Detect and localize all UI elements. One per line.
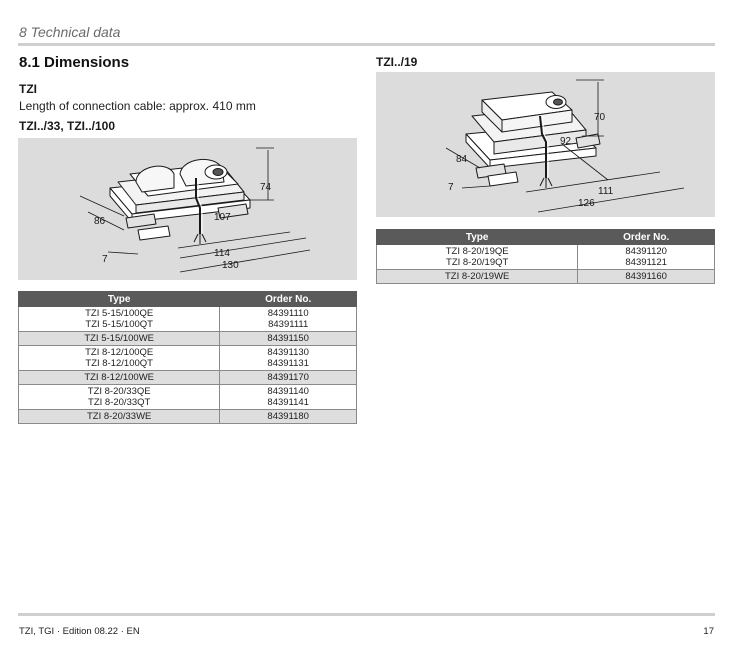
order-no-value: 84391120 (625, 246, 667, 257)
type-value: TZI 8-20/19QT (446, 257, 509, 268)
table-row (19, 346, 357, 371)
order-no-value: 84391111 (268, 319, 309, 330)
dim-114-label: 114 (214, 248, 230, 259)
order-no-cell (220, 332, 357, 346)
dim-107-label: 107 (214, 212, 231, 223)
dim-111-label: 111 (598, 186, 614, 197)
type-value: TZI 8-20/33QE (87, 386, 151, 397)
table-row (19, 385, 357, 410)
type-value: TZI 8-12/100QE (85, 347, 154, 358)
order-no-value: 84391110 (267, 308, 309, 319)
type-value: TZI 8-20/33QT (88, 397, 151, 408)
dim-84-label: 84 (456, 154, 468, 165)
dim-130-label: 130 (222, 260, 239, 271)
table-row (19, 410, 357, 424)
tzi-19-order-table (376, 229, 715, 284)
order-no-value: 84391160 (625, 271, 667, 282)
type-cell (19, 346, 220, 371)
dim-126-label: 126 (578, 198, 595, 209)
dim-92-label: 92 (560, 136, 572, 147)
order-no-cell (578, 245, 715, 270)
order-no-cell (220, 410, 357, 424)
cable-length-note: Length of connection cable: approx. 410 mm (19, 99, 256, 113)
table-row (19, 371, 357, 385)
dim-86-label: 86 (94, 216, 106, 227)
order-no-value: 84391131 (267, 358, 309, 369)
order-no-cell (220, 385, 357, 410)
column-header-type: Type (19, 292, 220, 307)
type-value: TZI 8-20/19QE (445, 246, 509, 257)
dim-7-label: 7 (448, 182, 454, 193)
type-cell (377, 270, 578, 284)
table-row (19, 307, 357, 332)
order-no-value: 84391121 (625, 257, 667, 268)
column-header-order-no: Order No. (220, 292, 357, 307)
type-value: TZI 5-15/100QE (85, 308, 154, 319)
table-row (377, 270, 715, 284)
order-no-cell (578, 270, 715, 284)
order-no-value: 84391180 (267, 411, 309, 422)
chapter-title: 8 Technical data (19, 24, 121, 40)
order-no-value: 84391141 (267, 397, 309, 408)
dim-7-label: 7 (102, 254, 108, 265)
footer-divider (18, 613, 715, 616)
order-no-cell (220, 371, 357, 385)
type-cell (19, 332, 220, 346)
type-value: TZI 8-20/33WE (86, 411, 152, 422)
table-row (377, 245, 715, 270)
type-cell (19, 371, 220, 385)
type-value: TZI 8-20/19WE (444, 271, 510, 282)
type-value: TZI 8-12/100QT (85, 358, 153, 369)
column-header-type: Type (377, 230, 578, 245)
page-number: 17 (703, 626, 714, 637)
type-value: TZI 5-15/100QT (85, 319, 153, 330)
type-cell (19, 385, 220, 410)
section-title: 8.1 Dimensions (19, 54, 130, 71)
footer-edition: TZI, TGI · Edition 08.22 · EN (19, 626, 140, 637)
order-no-value: 84391130 (267, 347, 309, 358)
dim-74-label: 74 (260, 182, 272, 193)
tzi-100-order-table (18, 291, 357, 424)
tzi-19-dimension-drawing (376, 72, 715, 217)
order-no-value: 84391170 (267, 372, 309, 383)
column-header-order-no: Order No. (578, 230, 715, 245)
tzi-variant-heading: TZI../33, TZI../100 (19, 119, 116, 133)
type-cell (19, 410, 220, 424)
type-cell (377, 245, 578, 270)
type-value: TZI 5-15/100WE (84, 333, 155, 344)
order-no-cell (220, 307, 357, 332)
type-cell (19, 307, 220, 332)
dim-70-label: 70 (594, 112, 606, 123)
order-no-value: 84391150 (267, 333, 309, 344)
tzi-100-dimension-drawing (18, 138, 357, 280)
type-value: TZI 8-12/100WE (84, 372, 155, 383)
header-divider (18, 43, 715, 46)
order-no-cell (220, 346, 357, 371)
tzi-19-heading: TZI../19 (376, 55, 418, 69)
order-no-value: 84391140 (267, 386, 309, 397)
tzi-heading: TZI (19, 82, 37, 96)
table-row (19, 332, 357, 346)
